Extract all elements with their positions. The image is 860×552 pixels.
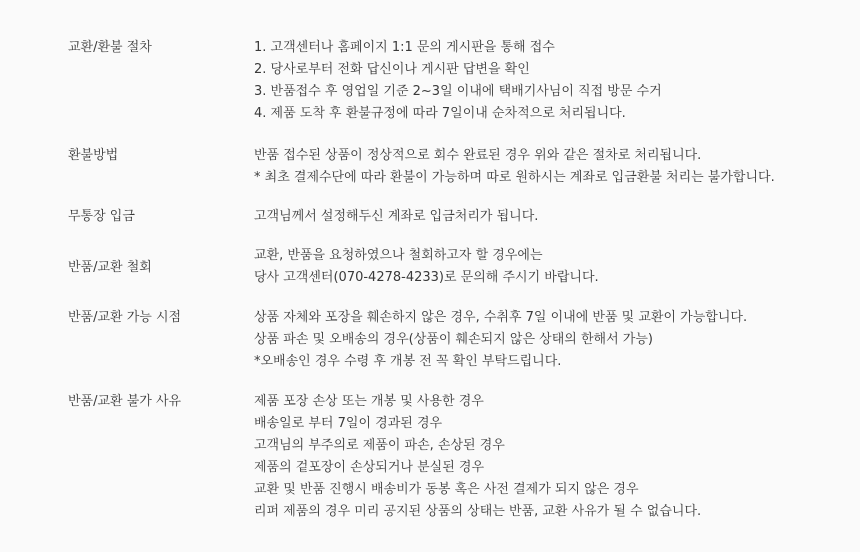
content-line: 고객님께서 설정해두신 계좌로 입금처리가 됩니다. <box>254 209 539 224</box>
section-label: 반품/교환 철회 <box>68 260 152 275</box>
content-line: 배송일로 부터 7일이 경과된 경우 <box>254 416 443 431</box>
content-line: 반품 접수된 상품이 정상적으로 회수 완료된 경우 위와 같은 절차로 처리됩니다. <box>254 148 702 163</box>
section-label: 반품/교환 가능 시점 <box>68 310 182 325</box>
content-line: 리퍼 제품의 경우 미리 공지된 상품의 상태는 반품, 교환 사유가 될 수 없습니다. <box>254 504 702 519</box>
section-label: 교환/환불 절차 <box>68 40 152 55</box>
content-line: 4. 제품 도착 후 환불규정에 따라 7일이내 순차적으로 처리됩니다. <box>254 106 626 121</box>
section-content <box>254 245 854 289</box>
section-label: 환불방법 <box>68 148 119 163</box>
section-label: 무통장 입금 <box>68 209 135 224</box>
content-line: 제품의 겉포장이 손상되거나 분실된 경우 <box>254 460 485 475</box>
content-line: 2. 당사로부터 전화 답신이나 게시판 답변을 확인 <box>254 62 530 77</box>
content-line: 당사 고객센터(070-4278-4233)로 문의해 주시기 바랍니다. <box>254 270 599 285</box>
content-line: 제품 포장 손상 또는 개봉 및 사용한 경우 <box>254 394 484 409</box>
content-line: * 최초 결제수단에 따라 환불이 가능하며 따로 원하시는 계좌로 입금환불 처리는 불가합니다. <box>254 170 775 185</box>
content-line: 교환 및 반품 진행시 배송비가 동봉 혹은 사전 결제가 되지 않은 경우 <box>254 482 639 497</box>
content-line: 1. 고객센터나 홈페이지 1:1 문의 게시판을 통해 접수 <box>254 40 555 55</box>
section-content <box>254 145 854 189</box>
section-content <box>254 37 854 125</box>
content-line: 고객님의 부주의로 제품이 파손, 손상된 경우 <box>254 438 505 453</box>
section-content <box>254 307 854 373</box>
content-line: *오배송인 경우 수령 후 개봉 전 꼭 확인 부탁드립니다. <box>254 354 562 369</box>
content-line: 교환, 반품을 요청하였으나 철회하고자 할 경우에는 <box>254 248 543 263</box>
section-content <box>254 391 854 523</box>
content-line: 3. 반품접수 후 영업일 기준 2~3일 이내에 택배기사님이 직접 방문 수거 <box>254 84 662 99</box>
section-label: 반품/교환 불가 사유 <box>68 394 182 409</box>
content-line: 상품 자체와 포장을 훼손하지 않은 경우, 수취후 7일 이내에 반품 및 교환이 가능합니다. <box>254 310 748 325</box>
section-content <box>254 206 854 228</box>
content-line: 상품 파손 및 오배송의 경우(상품이 훼손되지 않은 상태의 한해서 가능) <box>254 332 653 347</box>
